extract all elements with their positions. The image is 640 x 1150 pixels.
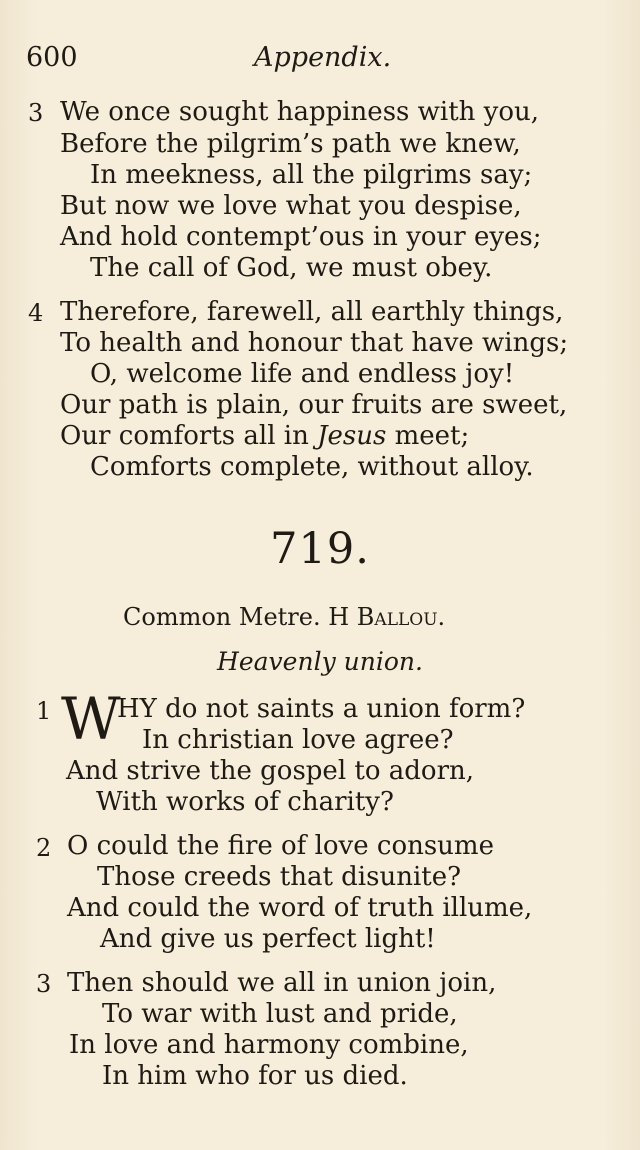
hymn-number: 719. bbox=[270, 524, 370, 574]
verse-text: Our comforts all in bbox=[60, 421, 318, 451]
verse-line: O could the fire of love consume bbox=[67, 831, 494, 861]
verse-line: In love and harmony combine, bbox=[69, 1030, 469, 1060]
verse-text: meet; bbox=[386, 421, 470, 451]
page-header bbox=[26, 42, 614, 82]
drop-cap: W bbox=[61, 685, 121, 753]
verse-line: Those creeds that disunite? bbox=[97, 862, 462, 892]
verse-line: And hold contempt’ous in your eyes; bbox=[60, 222, 542, 252]
verse-line: Therefore, farewell, all earthly things, bbox=[60, 297, 564, 327]
verse-line: And could the word of truth illume, bbox=[67, 893, 533, 923]
verse-line: Comforts complete, without alloy. bbox=[90, 452, 534, 482]
meter-line bbox=[123, 603, 445, 631]
verse-line: We once sought happiness with you, bbox=[60, 97, 540, 127]
page-number: 600 bbox=[26, 42, 78, 73]
verse-line: In meekness, all the pilgrims say; bbox=[90, 160, 533, 190]
verse-line: O, welcome life and endless joy! bbox=[90, 359, 515, 389]
meter: Common Metre. bbox=[123, 603, 321, 631]
verse-line: In christian love agree? bbox=[142, 725, 454, 755]
verse-line: And give us perfect light! bbox=[100, 924, 436, 954]
verse-line: Our path is plain, our fruits are sweet, bbox=[60, 390, 568, 420]
author: H Ballou. bbox=[328, 603, 446, 631]
hymn-title: Heavenly union. bbox=[217, 647, 423, 676]
stanza-number: 1 bbox=[36, 697, 52, 725]
verse-line: Before the pilgrim’s path we knew, bbox=[60, 129, 521, 159]
verse-line bbox=[60, 420, 469, 452]
stanza-number: 3 bbox=[36, 970, 52, 998]
stanza-number: 2 bbox=[36, 834, 52, 862]
stanza-number: 4 bbox=[28, 299, 44, 327]
verse-line: The call of God, we must obey. bbox=[90, 253, 493, 283]
verse-line: Then should we all in union join, bbox=[67, 968, 497, 998]
verse-line: In him who for us died. bbox=[102, 1061, 408, 1091]
italic-name: Jesus bbox=[317, 421, 387, 451]
verse-line: And strive the gospel to adorn, bbox=[66, 756, 475, 786]
verse-line: HY do not saints a union form? bbox=[117, 694, 526, 724]
verse-line: But now we love what you despise, bbox=[60, 191, 522, 221]
verse-line: With works of charity? bbox=[96, 787, 394, 817]
running-head: Appendix. bbox=[254, 42, 392, 73]
stanza-number: 3 bbox=[28, 99, 44, 127]
verse-line: To war with lust and pride, bbox=[102, 999, 458, 1029]
verse-line: To health and honour that have wings; bbox=[60, 328, 569, 358]
